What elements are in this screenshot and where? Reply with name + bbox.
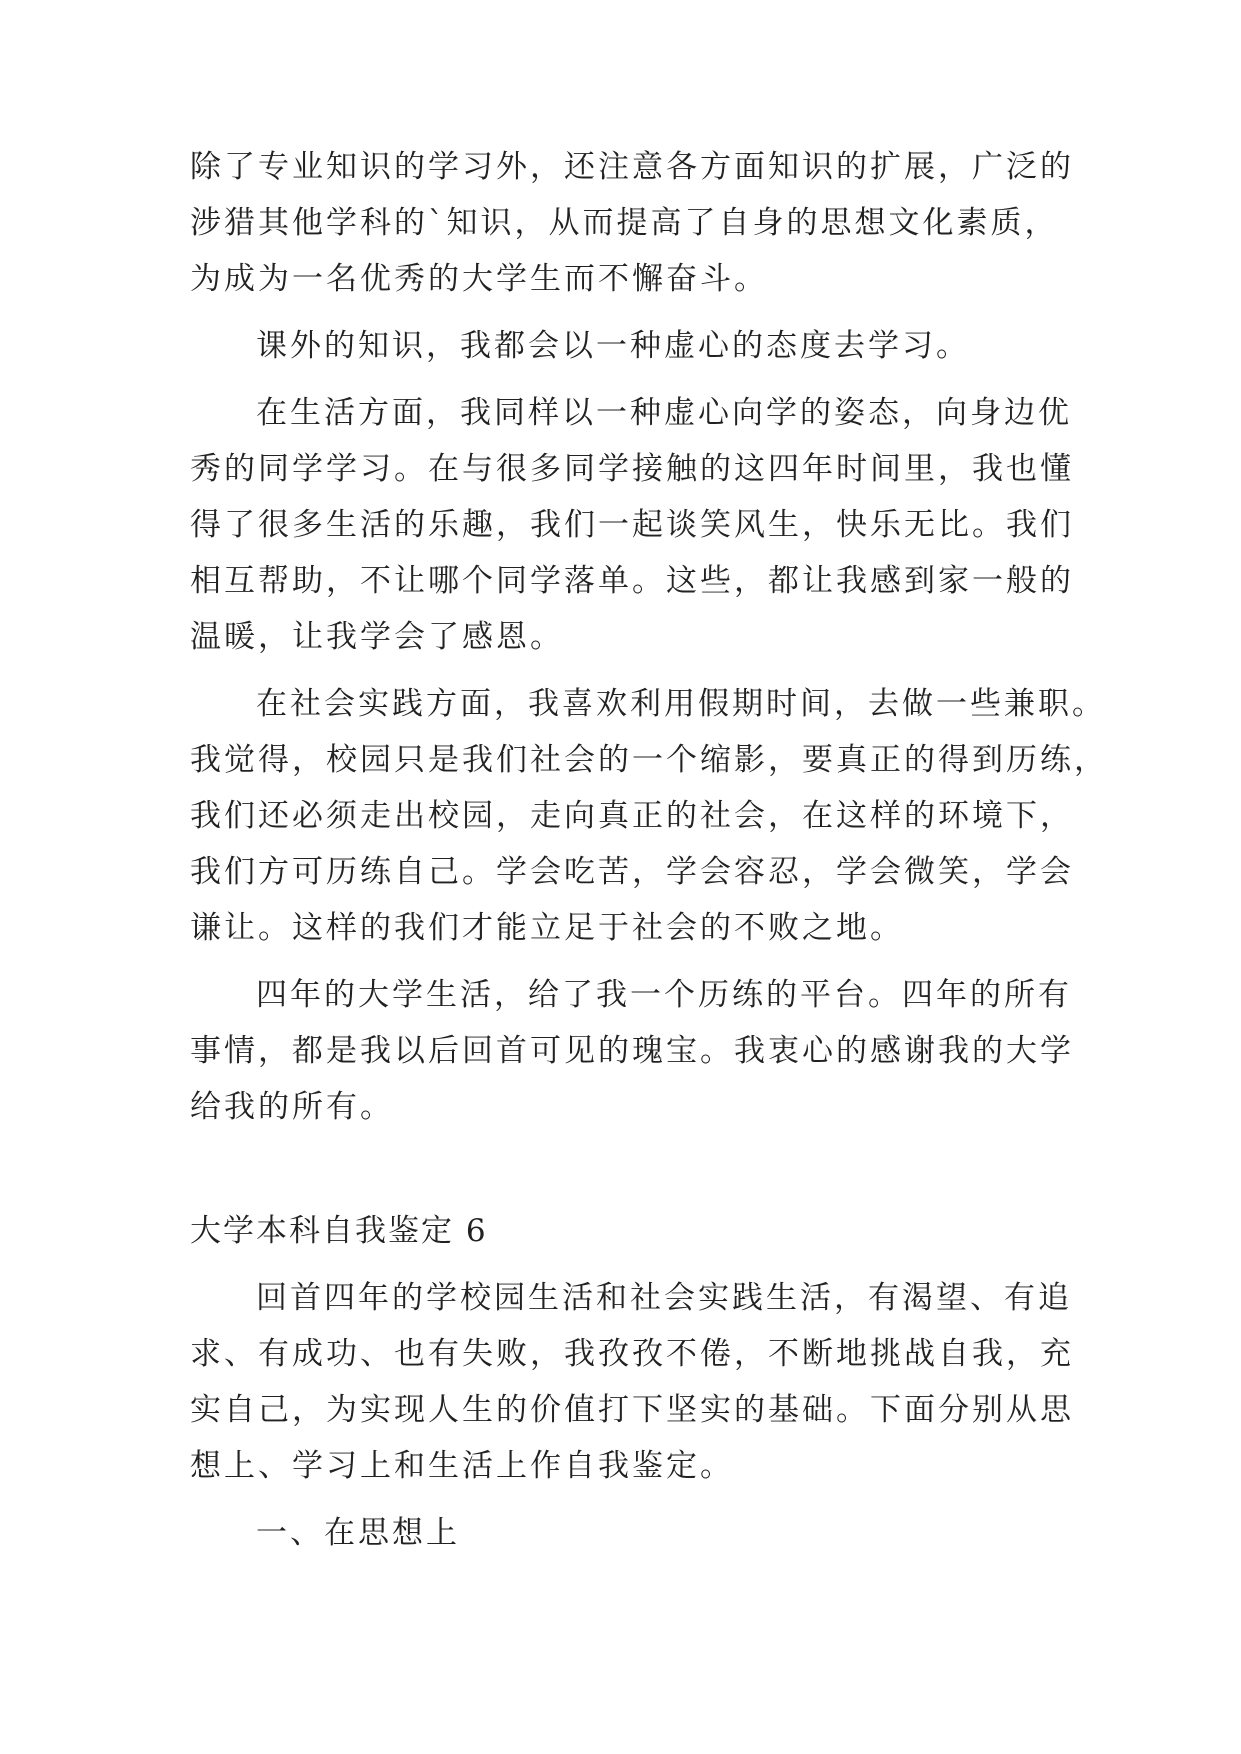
paragraph-line: 涉猎其他学科的`知识，从而提高了自身的思想文化素质， (190, 205, 1059, 241)
section-title: 大学本科自我鉴定 6 (190, 1213, 488, 1249)
paragraph-line: 我们还必须走出校园，走向真正的社会，在这样的环境下， (190, 798, 1074, 834)
paragraph-line: 秀的同学学习。在与很多同学接触的这四年时间里，我也懂 (190, 451, 1074, 487)
paragraph-line: 求、有成功、也有失败，我孜孜不倦，不断地挑战自我，充 (190, 1336, 1074, 1372)
paragraph-line: 给我的所有。 (190, 1089, 394, 1125)
paragraph-line: 回首四年的学校园生活和社会实践生活，有渴望、有追 (256, 1280, 1072, 1316)
paragraph-line: 我觉得，校园只是我们社会的一个缩影，要真正的得到历练， (190, 742, 1108, 778)
paragraph-line: 四年的大学生活，给了我一个历练的平台。四年的所有 (256, 977, 1072, 1013)
paragraph-line: 课外的知识，我都会以一种虚心的态度去学习。 (256, 328, 970, 364)
paragraph-line: 除了专业知识的学习外，还注意各方面知识的扩展，广泛的 (190, 149, 1074, 185)
paragraph-line: 谦让。这样的我们才能立足于社会的不败之地。 (190, 910, 904, 946)
paragraph-line: 得了很多生活的乐趣，我们一起谈笑风生，快乐无比。我们 (190, 507, 1074, 543)
subheading: 一、在思想上 (256, 1515, 460, 1551)
paragraph-line: 在社会实践方面，我喜欢利用假期时间，去做一些兼职。 (256, 686, 1106, 722)
paragraph-line: 事情，都是我以后回首可见的瑰宝。我衷心的感谢我的大学 (190, 1033, 1074, 1069)
paragraph-line: 在生活方面，我同样以一种虚心向学的姿态，向身边优 (256, 395, 1072, 431)
paragraph-line: 为成为一名优秀的大学生而不懈奋斗。 (190, 261, 768, 297)
paragraph-line: 相互帮助，不让哪个同学落单。这些，都让我感到家一般的 (190, 563, 1074, 599)
paragraph-line: 温暖，让我学会了感恩。 (190, 619, 564, 655)
paragraph-line: 实自己，为实现人生的价值打下坚实的基础。下面分别从思 (190, 1392, 1074, 1428)
paragraph-line: 我们方可历练自己。学会吃苦，学会容忍，学会微笑，学会 (190, 854, 1074, 890)
paragraph-line: 想上、学习上和生活上作自我鉴定。 (190, 1448, 734, 1484)
